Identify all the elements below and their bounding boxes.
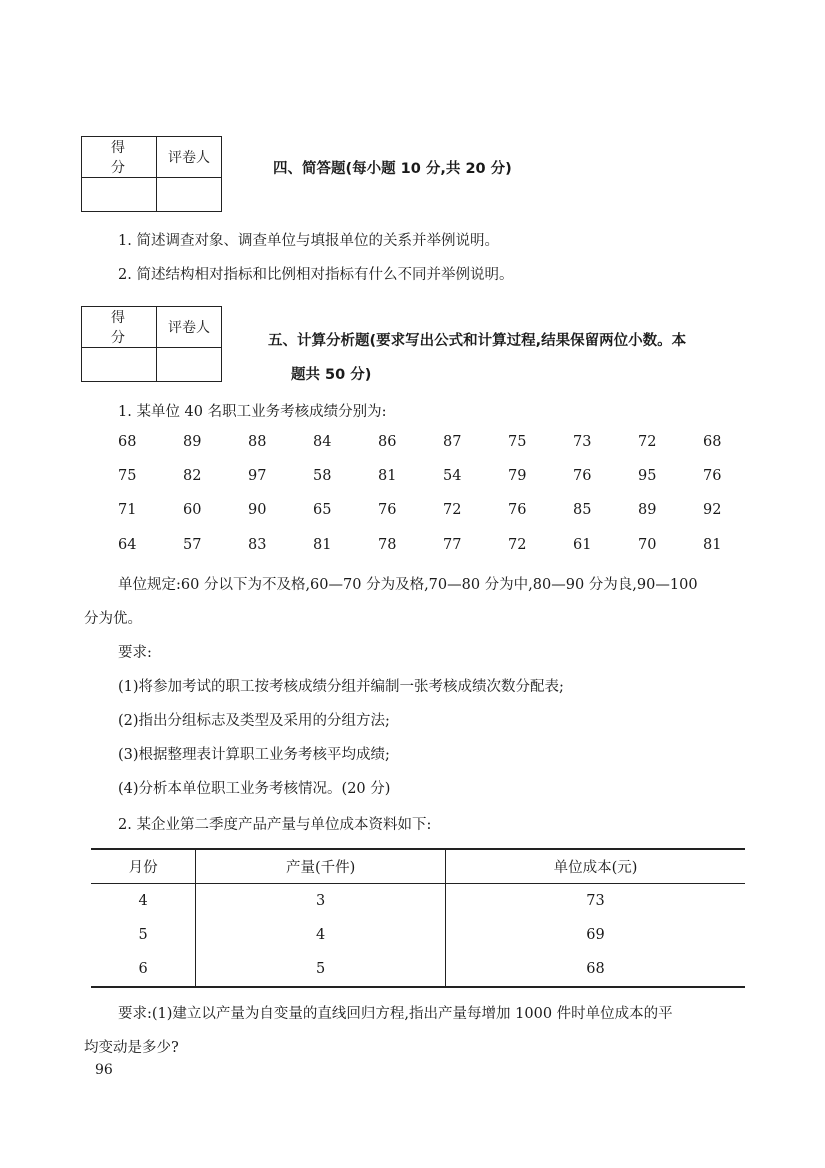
grader-header: 评卷人 [157, 307, 222, 348]
cell-output: 5 [196, 952, 446, 987]
score-value: 72 [508, 537, 527, 553]
cell-output: 3 [196, 884, 446, 919]
score-value: 57 [183, 537, 202, 553]
column-header-month: 月份 [91, 849, 196, 884]
page-number: 96 [95, 1062, 113, 1078]
score-value: 76 [378, 502, 397, 518]
cell-unit-cost: 73 [586, 893, 605, 909]
requirement-4: (4)分析本单位职工业务考核情况。(20 分) [118, 781, 391, 797]
score-value: 77 [443, 537, 462, 553]
score-value: 83 [248, 537, 267, 553]
score-header: 得 分 [82, 307, 157, 348]
score-value: 72 [638, 434, 657, 450]
score-value: 95 [638, 468, 657, 484]
score-value: 68 [118, 434, 137, 450]
column-header-unit-cost: 单位成本(元) [446, 849, 746, 884]
section-4-title: 四、简答题(每小题 10 分,共 20 分) [273, 161, 512, 177]
cell-unit-cost: 69 [586, 927, 605, 943]
question-2-requirement-line-1: 要求:(1)建立以产量为自变量的直线回归方程,指出产量每增加 1000 件时单位成本的平 [118, 1006, 673, 1022]
cell-month: 5 [91, 918, 196, 952]
section-4-question-2: 2. 简述结构相对指标和比例相对指标有什么不同并举例说明。 [118, 267, 514, 283]
score-box-section-4 [81, 136, 222, 212]
score-value: 64 [118, 537, 137, 553]
grading-rule-line-1: 单位规定:60 分以下为不及格,60—70 分为及格,70—80 分为中,80—90 分为良,90—100 [118, 577, 698, 593]
requirement-3: (3)根据整理表计算职工业务考核平均成绩; [118, 747, 390, 763]
score-value: 76 [703, 468, 722, 484]
score-value: 58 [313, 468, 332, 484]
production-cost-table [91, 848, 745, 988]
score-value: 75 [118, 468, 137, 484]
score-value: 81 [703, 537, 722, 553]
score-value: 68 [703, 434, 722, 450]
question-2-requirement-line-2: 均变动是多少? [84, 1040, 179, 1056]
score-value: 72 [443, 502, 462, 518]
score-value: 76 [508, 502, 527, 518]
grading-rule-line-2: 分为优。 [84, 611, 142, 627]
grader-header: 评卷人 [157, 137, 222, 178]
section-4-question-1: 1. 简述调查对象、调查单位与填报单位的关系并举例说明。 [118, 233, 499, 249]
requirement-1: (1)将参加考试的职工按考核成绩分组并编制一张考核成绩次数分配表; [118, 679, 564, 695]
cell-month: 4 [91, 884, 196, 919]
score-value: 70 [638, 537, 657, 553]
table-row [91, 918, 745, 952]
score-box-section-5 [81, 306, 222, 382]
score-value: 84 [313, 434, 332, 450]
section-5-title-line-1: 五、计算分析题(要求写出公式和计算过程,结果保留两位小数。本 [268, 333, 687, 349]
score-value: 60 [183, 502, 202, 518]
score-cell [82, 178, 157, 212]
score-value: 82 [183, 468, 202, 484]
requirement-2: (2)指出分组标志及类型及采用的分组方法; [118, 713, 390, 729]
score-value: 89 [638, 502, 657, 518]
score-value: 97 [248, 468, 267, 484]
section-5-title-line-2: 题共 50 分) [291, 367, 372, 383]
grader-cell [157, 348, 222, 382]
score-value: 54 [443, 468, 462, 484]
cell-month: 6 [91, 952, 196, 987]
score-value: 87 [443, 434, 462, 450]
score-cell [82, 348, 157, 382]
question-2-intro: 2. 某企业第二季度产品产量与单位成本资料如下: [118, 817, 432, 833]
score-value: 75 [508, 434, 527, 450]
grader-cell [157, 178, 222, 212]
score-value: 81 [378, 468, 397, 484]
cell-output: 4 [196, 918, 446, 952]
score-value: 85 [573, 502, 592, 518]
score-value: 81 [313, 537, 332, 553]
column-header-output: 产量(千件) [196, 849, 446, 884]
score-value: 73 [573, 434, 592, 450]
score-value: 61 [573, 537, 592, 553]
table-row [91, 952, 745, 987]
score-value: 89 [183, 434, 202, 450]
score-value: 79 [508, 468, 527, 484]
score-value: 86 [378, 434, 397, 450]
score-value: 88 [248, 434, 267, 450]
score-value: 78 [378, 537, 397, 553]
requirements-label: 要求: [118, 645, 152, 661]
score-header: 得 分 [82, 137, 157, 178]
score-value: 76 [573, 468, 592, 484]
score-value: 65 [313, 502, 332, 518]
table-row [91, 884, 745, 919]
score-value: 71 [118, 502, 137, 518]
score-value: 90 [248, 502, 267, 518]
score-value: 92 [703, 502, 722, 518]
question-1-intro: 1. 某单位 40 名职工业务考核成绩分别为: [118, 404, 387, 420]
cell-unit-cost: 68 [446, 952, 746, 987]
